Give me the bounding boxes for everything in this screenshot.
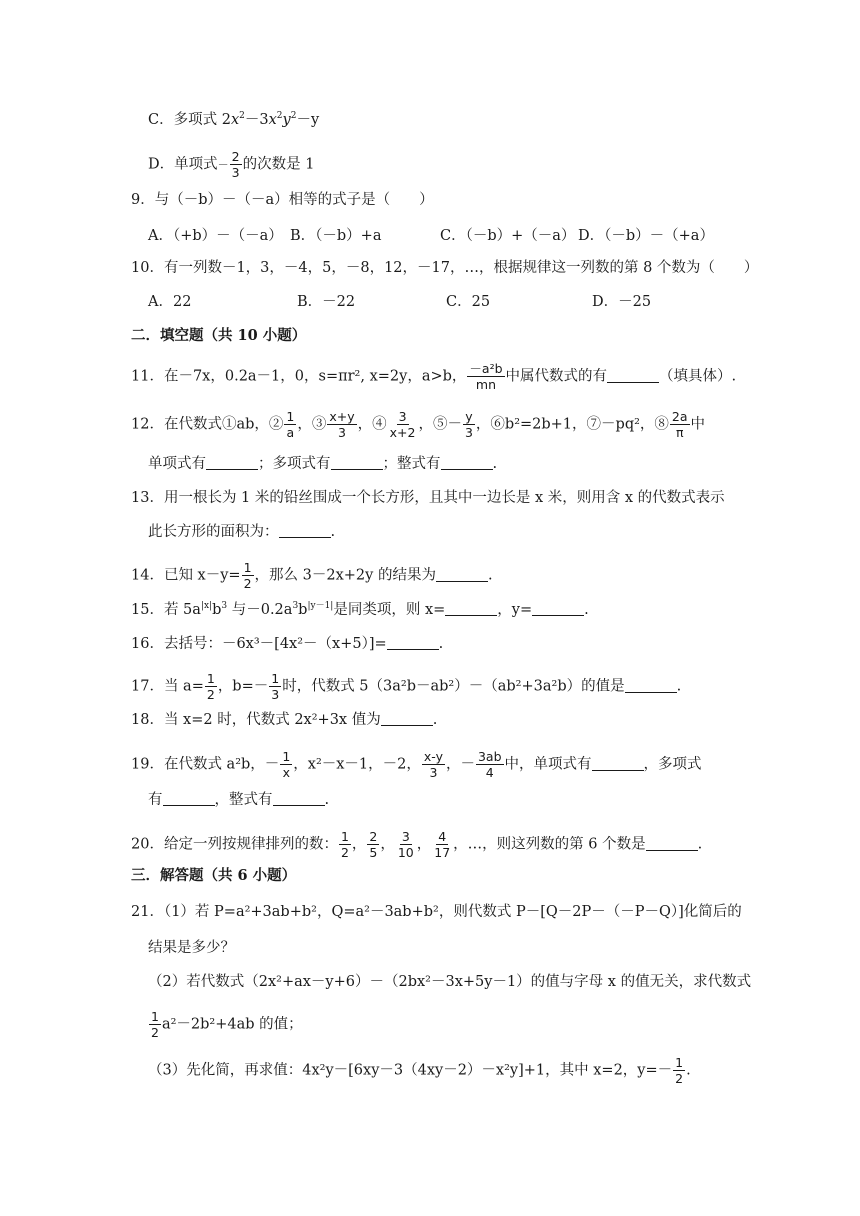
q14: 14．已知 x－y= $\frac{1}{2}$ ，那么 3－2x+2y 的结果为 . bbox=[131, 560, 493, 591]
section-3-heading: 三．解答题（共 6 小题） bbox=[131, 867, 297, 884]
q10-option-b: B．－22 bbox=[297, 294, 356, 310]
q10-stem: 10．有一列数－1，3，－4，5，－8，12，－17，…，根据规律这一列数的第 8 个数为（ ） bbox=[131, 260, 759, 276]
q11: 11．在－7x，0.2a－1，0，s=πr², x=2y，a>b， $\frac{\text{－a²b}}{mn}$ 中属代数式的有 （填具体）. bbox=[131, 361, 737, 392]
q21-line-3: （2）若代数式（2x²+ax－y+6）－（2bx²－3x+5y－1）的值与字母 x 的值无关，求代数式 bbox=[148, 974, 752, 990]
q21-line-5: （3）先化简，再求值：4x²y－[6xy－3（4xy－2）－x²y]+1，其中 x=2，y=－ $\frac{1}{2}$ . bbox=[148, 1055, 691, 1086]
q8-option-c: C．多项式 $2x^2-3x^2y^2-y$ bbox=[148, 111, 320, 128]
q9-option-b: B．（－b）+a bbox=[290, 228, 382, 244]
q21-line-2: 结果是多少？ bbox=[148, 940, 235, 956]
q10-option-d: D．－25 bbox=[592, 294, 652, 310]
q12-line-1: 12．在代数式①ab，② $\frac{1}{a}$ ，③ $\frac{x+y}{3}$ ，④ $\frac{3}{x+2}$ ，⑤－ $\frac{y}{3}$ ，⑥b²=2b+1，⑦－pq²，⑧ $\frac{2a}{\pi}$ 中 bbox=[131, 409, 706, 440]
q9-option-c: C．（－b）+（－a） bbox=[440, 228, 576, 244]
q9-option-d: D．（－b）－（+a） bbox=[578, 228, 714, 244]
q21-line-4: $\frac{1}{2}$ a²－2b²+4ab 的值； bbox=[151, 1009, 303, 1040]
q16: 16．去括号：－6x³－[4x²－（x+5）]= . bbox=[131, 636, 444, 652]
q13-line-2: 此长方形的面积为： . bbox=[148, 524, 336, 540]
q13-line-1: 13．用一根长为 1 米的铅丝围成一个长方形，且其中一边长是 x 米，则用含 x 的代数式表示 bbox=[131, 490, 725, 506]
q18: 18．当 x=2 时，代数式 2x²+3x 值为 . bbox=[131, 712, 438, 728]
section-2-heading: 二．填空题（共 10 小题） bbox=[131, 327, 307, 344]
fraction: $\frac{2}{3}$ bbox=[231, 149, 240, 180]
q20: 20．给定一列按规律排列的数： $\frac{1}{2}$ ， $\frac{2}{5}$ ， $\frac{3}{10}$ ， $\frac{4}{17}$ ，…，则这列数的第 6 个数是 . bbox=[131, 829, 703, 860]
q12-line-2: 单项式有 ；多项式有 ；整式有 . bbox=[148, 456, 498, 472]
q17: 17．当 a= $\frac{1}{2}$ ，b=－ $\frac{1}{3}$ 时，代数式 5（3a²b－ab²）－（ab²+3a²b）的值是 . bbox=[131, 671, 682, 702]
q21-line-1: 21．（1）若 P=a²+3ab+b²，Q=a²－3ab+b²，则代数式 P－[Q－2P－（－P－Q）]化简后的 bbox=[131, 904, 742, 920]
q19-line-2: 有 ，整式有 . bbox=[148, 792, 330, 808]
q10-option-a: A．22 bbox=[148, 294, 192, 310]
q8-option-d: D．单项式－ $\frac{2}{3}$ 的次数是 1 bbox=[148, 149, 315, 180]
q9-stem: 9．与（－b）－（－a）相等的式子是（ ） bbox=[131, 192, 434, 208]
q15: 15．若 $5a^{|x|}b^3$ 与$-0.2a^3b^{|y-1|}$是同类项，则 x= ，y= . bbox=[131, 601, 589, 618]
q10-option-c: C．25 bbox=[446, 294, 491, 310]
answer-blank bbox=[607, 368, 659, 383]
q19-line-1: 19．在代数式 a²b，－ $\frac{1}{x}$ ，x²－x－1，－2， $\frac{x-y}{3}$ ，－ $\frac{3ab}{4}$ 中，单项式有 ，多项式 bbox=[131, 749, 702, 780]
q9-option-a: A．（+b）－（－a） bbox=[148, 228, 283, 244]
